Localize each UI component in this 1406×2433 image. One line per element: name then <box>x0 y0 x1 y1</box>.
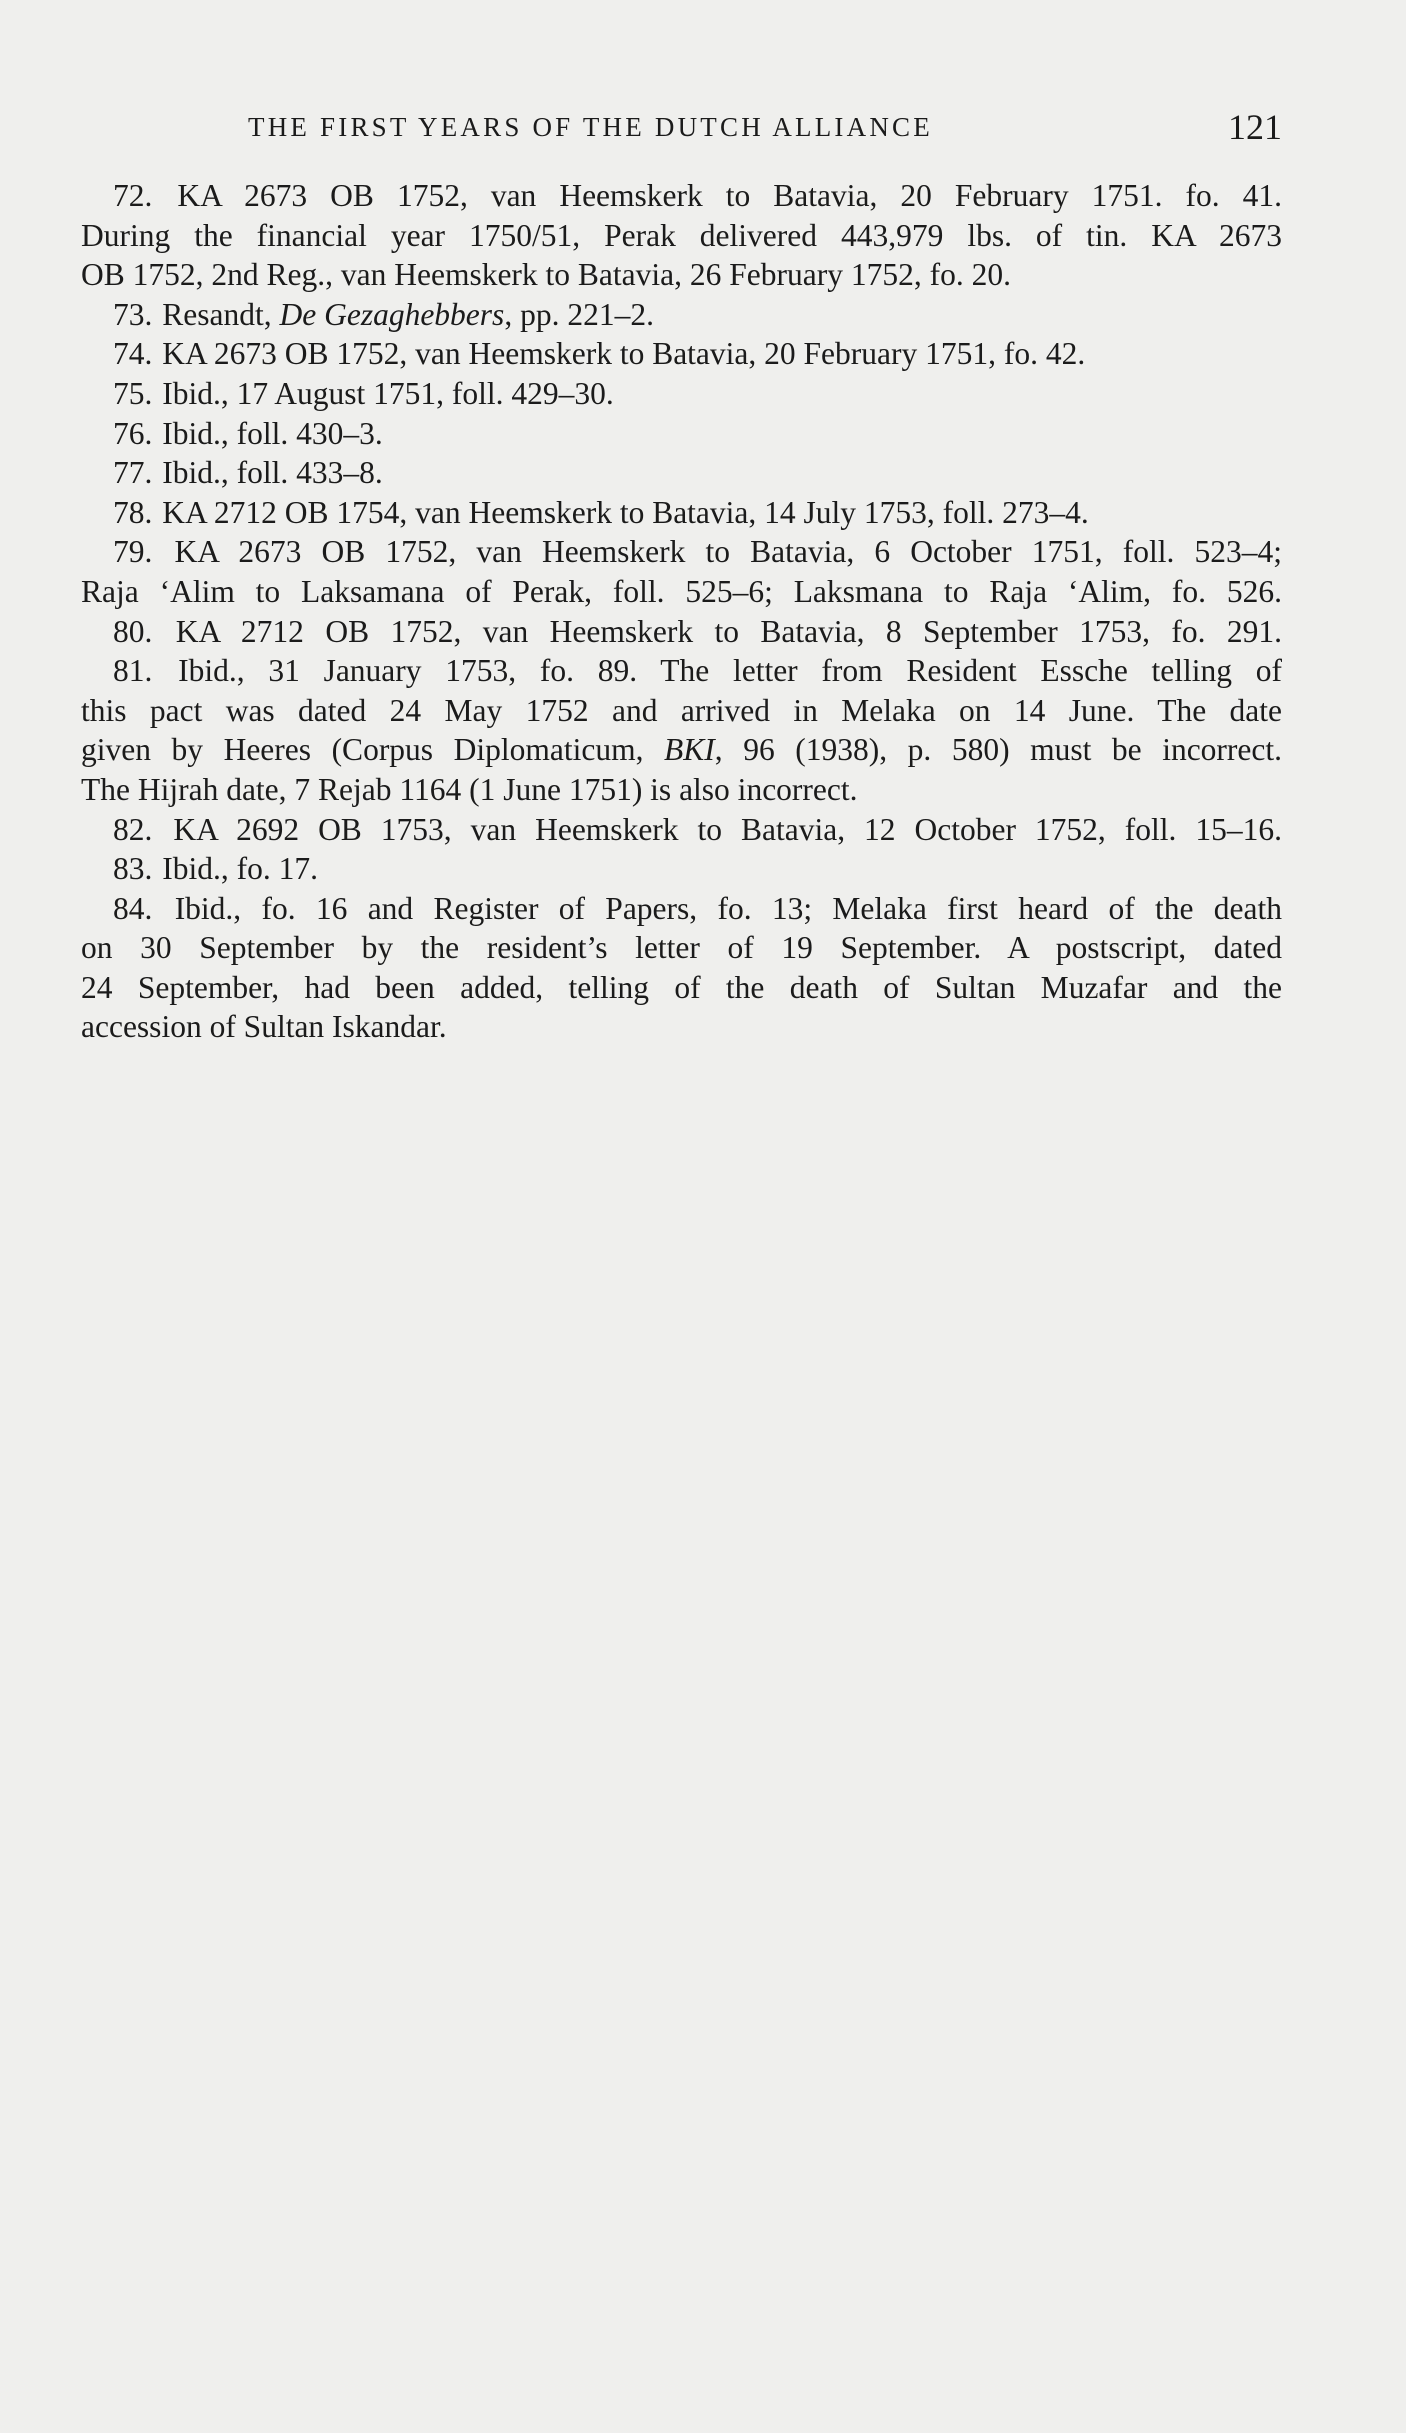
note-79: 79. KA 2673 OB 1752, van Heemskerk to Batavia, 6 October 1751, foll. 523–4; <box>113 534 1282 570</box>
note-76: 76. Ibid., foll. 430–3. <box>113 415 383 451</box>
note-74: 74. KA 2673 OB 1752, van Heemskerk to Batavia, 20 February 1751, fo. 42. <box>113 336 1086 372</box>
note-81: 81. Ibid., 31 January 1753, fo. 89. The letter from Resident Essche telling of <box>113 653 1282 689</box>
chapter-title: THE FIRST YEARS OF THE DUTCH ALLIANCE <box>248 112 933 142</box>
note-80: 80. KA 2712 OB 1752, van Heemskerk to Batavia, 8 September 1753, fo. 291. <box>113 613 1282 649</box>
note-82: 82. KA 2692 OB 1753, van Heemskerk to Batavia, 12 October 1752, foll. 15–16. <box>113 811 1282 847</box>
note-84-line: on 30 September by the resident’s letter of 19 September. A postscript, dated <box>81 930 1282 966</box>
journal-abbrev: BKI <box>664 732 715 768</box>
running-head <box>81 107 1282 152</box>
note-77: 77. Ibid., foll. 433–8. <box>113 455 383 491</box>
page-number: 121 <box>1228 107 1282 147</box>
note-72: 72. KA 2673 OB 1752, van Heemskerk to Batavia, 20 February 1751. fo. 41. <box>113 178 1282 213</box>
book-title: De Gezaghebbers <box>279 296 505 332</box>
note-73: 73. Resandt, De Gezaghebbers, pp. 221–2. <box>113 296 654 332</box>
note-75: 75. Ibid., 17 August 1751, foll. 429–30. <box>113 375 614 411</box>
note-81-line: given by Heeres (Corpus Diplomaticum, BKI, 96 (1938), p. 580) must be incorrect. <box>81 732 1282 768</box>
note-84-line: 24 September, had been added, telling of the death of Sultan Muzafar and the <box>81 969 1282 1005</box>
note-84-line: accession of Sultan Iskandar. <box>81 1009 447 1045</box>
endnotes <box>81 176 1282 1047</box>
note-79-line: Raja ‘Alim to Laksamana of Perak, foll. 525–6; Laksmana to Raja ‘Alim, fo. 526. <box>81 573 1282 609</box>
note-81-line: this pact was dated 24 May 1752 and arrived in Melaka on 14 June. The date <box>81 692 1282 728</box>
note-84: 84. Ibid., fo. 16 and Register of Papers, fo. 13; Melaka first heard of the death <box>113 890 1283 926</box>
note-81-line: The Hijrah date, 7 Rejab 1164 (1 June 1751) is also incorrect. <box>81 771 858 807</box>
note-72-line: During the financial year 1750/51, Perak delivered 443,979 lbs. of tin. KA 2673 <box>81 217 1282 253</box>
note-72-line: OB 1752, 2nd Reg., van Heemskerk to Batavia, 26 February 1752, fo. 20. <box>81 257 1011 293</box>
note-83: 83. Ibid., fo. 17. <box>113 851 318 887</box>
note-78: 78. KA 2712 OB 1754, van Heemskerk to Batavia, 14 July 1753, foll. 273–4. <box>113 494 1089 530</box>
